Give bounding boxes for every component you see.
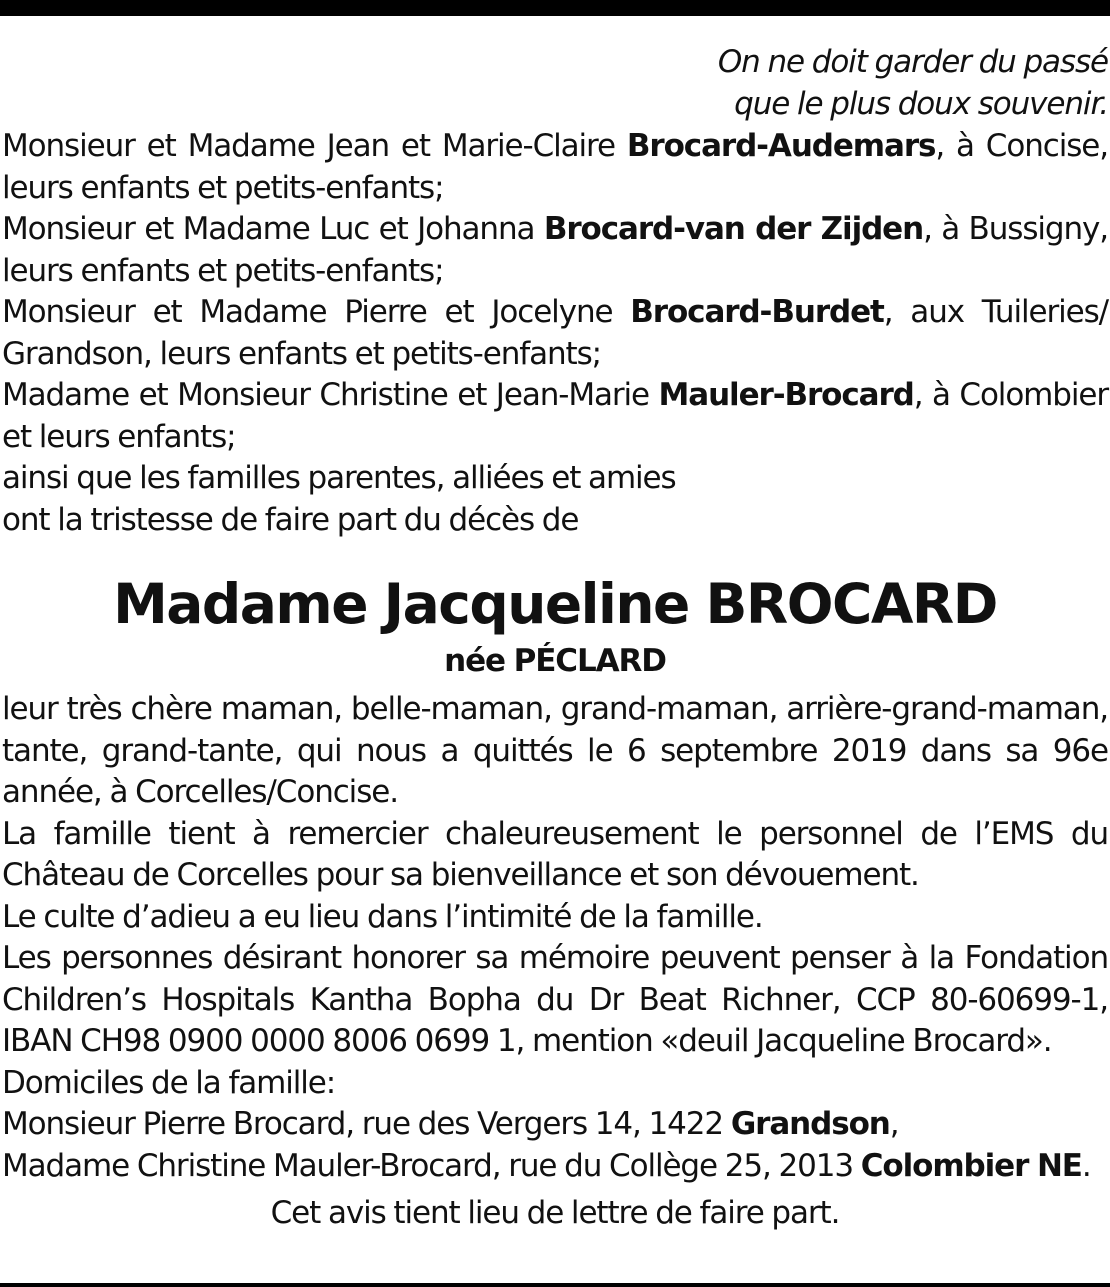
family-name: Brocard-Audemars [626,128,936,164]
family-entry-suffix: , à Colombier et leurs enfants; [2,377,1108,455]
family-entry-suffix: , aux Tuileries/ Grandson, leurs enfants et petits-enfants; [2,294,1108,372]
body-text [2,689,1108,1235]
obituary-notice [2,42,1108,1235]
closing-line: Cet avis tient lieu de lettre de faire part. [270,1195,840,1231]
domicile-address: Monsieur Pierre Brocard, rue des Vergers 14, 1422 [2,1106,731,1142]
family-entry-prefix: Monsieur et Madame Luc et Johanna [2,211,544,247]
family-entry-prefix: Monsieur et Madame Jean et Marie-Claire [2,128,627,164]
top-rule [0,0,1110,16]
paragraph-thanks: La famille tient à remercier chaleureusement le personnel de l’EMS du Château de Corcelles pour sa bienveillance et son dévouement. [2,815,1108,893]
family-entry-prefix: Monsieur et Madame Pierre et Jocelyne [2,294,631,330]
family-entry-prefix: Madame et Monsieur Christine et Jean-Marie [2,377,659,413]
family-entry [2,375,1108,458]
relatives-line: ainsi que les familles parentes, alliées et amies [2,460,676,496]
family-entry [2,292,1108,375]
domicile-entry [2,1104,1108,1146]
paragraph-service: Le culte d’adieu a eu lieu dans l’intimité de la famille. [2,898,763,935]
family-name: Brocard-van der Zijden [543,211,924,247]
epigraph-line-1: On ne doit garder du passé [717,44,1108,80]
family-name: Brocard-Burdet [630,294,884,330]
family-name: Mauler-Brocard [658,377,914,413]
family-entry [2,126,1108,209]
deceased-name: Madame Jacqueline BROCARD [113,572,997,636]
family-list [2,126,1108,541]
family-entry [2,209,1108,292]
domicile-suffix: , [889,1106,899,1142]
maiden-name: née PÉCLARD [444,643,666,679]
announcement-line: ont la tristesse de faire part du décès de [2,501,579,538]
domicile-place: Grandson [730,1106,890,1142]
domicile-place: Colombier NE [860,1147,1082,1184]
paragraph-domiciles-heading: Domiciles de la famille: [2,1064,336,1101]
epigraph [2,42,1108,125]
epigraph-line-2: que le plus doux souvenir. [734,85,1108,122]
domicile-address: Madame Christine Mauler-Brocard, rue du Collège 25, 2013 [2,1147,861,1184]
family-entry-suffix: , à Concise, leurs enfants et petits-enfants; [2,128,1108,206]
paragraph-tribute: leur très chère maman, belle-maman, grand-maman, arrière-grand-maman, tante, grand-tante, qui nous a quittés le 6 septembre 2019 dans sa 96e année, à Corcelles/Concise. [2,691,1108,810]
paragraph-donation: Les personnes désirant honorer sa mémoire peuvent penser à la Fondation Children’s Hospitals Kantha Bopha du Dr Beat Richner, CCP 80-60699-1, IBAN CH98 0900 0000 8006 0699 1, mention «deuil Jacqueline Brocard». [2,940,1108,1059]
domicile-entry [2,1146,1108,1188]
family-entry-suffix: , à Bussigny, leurs enfants et petits-enfants; [2,211,1109,289]
domicile-suffix: . [1081,1147,1091,1184]
bottom-rule [0,1283,1110,1287]
